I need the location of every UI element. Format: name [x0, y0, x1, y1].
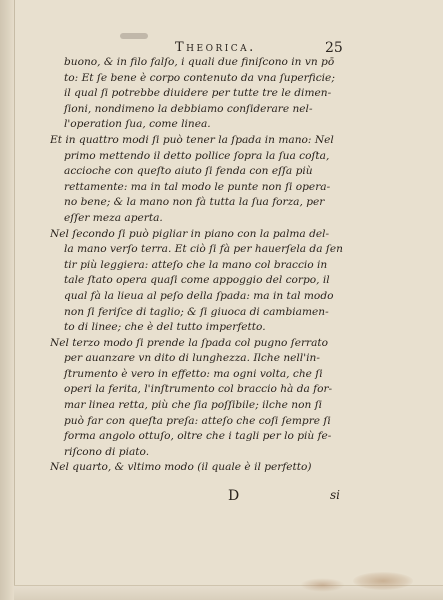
text-line: Nel ſecondo ſi può pigliar in piano con la palma del- [50, 227, 330, 240]
text-line: operi la ferita, l'inſtrumento col braccio hà da for- [64, 383, 333, 396]
foxing-stain [300, 578, 345, 592]
text-line: forma angolo ottuſo, oltre che i tagli per lo più fe- [64, 430, 332, 443]
text-line: riſcono di piato. [64, 445, 150, 458]
text-line: ſioni, nondimeno la debbiamo conſiderare nel- [64, 102, 313, 115]
running-head: Theorica. [175, 40, 256, 55]
text-line: Nel quarto, & vltimo modo (il quale è il perfetto) [50, 461, 312, 474]
text-line: to: Et ſe bene è corpo contenuto da vna ſuperficie; [64, 71, 335, 84]
text-line: Et in quattro modi ſi può tener la ſpada in mano: Nel [50, 133, 334, 146]
text-line: tir più leggiera: atteſo che la mano col braccio in [64, 258, 328, 271]
text-line: ſtrumento è vero in effetto: ma ogni volta, che ſi [64, 367, 323, 380]
body-text [50, 55, 350, 476]
text-line: no bene; & la mano non fà tutta la ſua forza, per [64, 196, 325, 209]
ink-smudge [120, 33, 148, 39]
text-line: può far con queſta preſa: atteſo che coſi ſempre ſi [64, 414, 331, 427]
text-line: to di linee; che è del tutto imperfetto. [64, 321, 266, 334]
text-line: il qual ſi potrebbe diuidere per tutte tre le dimen- [64, 87, 332, 100]
text-line: per auanzare vn dito di lunghezza. Ilche nell'in- [64, 352, 320, 365]
text-line: qual fà la lieua al peſo della ſpada: ma in tal modo [64, 289, 334, 302]
text-line: tale ſtato opera quaſi come appoggio del corpo, il [64, 274, 330, 287]
text-line: la mano verſo terra. Et ciò ſi fà per hauerſela da ſen [64, 243, 343, 256]
text-line: mar linea retta, più che ſia poſſibile; ilche non ſi [64, 399, 323, 412]
text-line: Nel terzo modo ſi prende la ſpada col pugno ſerrato [50, 336, 329, 349]
catchword: si [330, 488, 340, 502]
text-line: buono, & in filo falſo, i quali due finiſcono in vn pō [64, 56, 335, 68]
text-line: l'operation ſua, come linea. [64, 118, 211, 131]
text-line: eſſer meza aperta. [64, 211, 163, 224]
signature-mark: D [228, 488, 241, 504]
binding-gutter [0, 0, 15, 600]
text-line: accioche con queſto aiuto ſi fenda con eſſa più [64, 165, 313, 178]
page-number: 25 [325, 40, 343, 56]
text-line: non ſi feriſce di taglio; & ſi giuoca di cambiamen- [64, 305, 329, 318]
foxing-stain [353, 572, 413, 590]
text-line: rettamente: ma in tal modo le punte non ſi opera- [64, 180, 331, 193]
footer-line [0, 488, 443, 508]
text-line: primo mettendo il detto pollice ſopra la ſua coſta, [64, 149, 330, 162]
